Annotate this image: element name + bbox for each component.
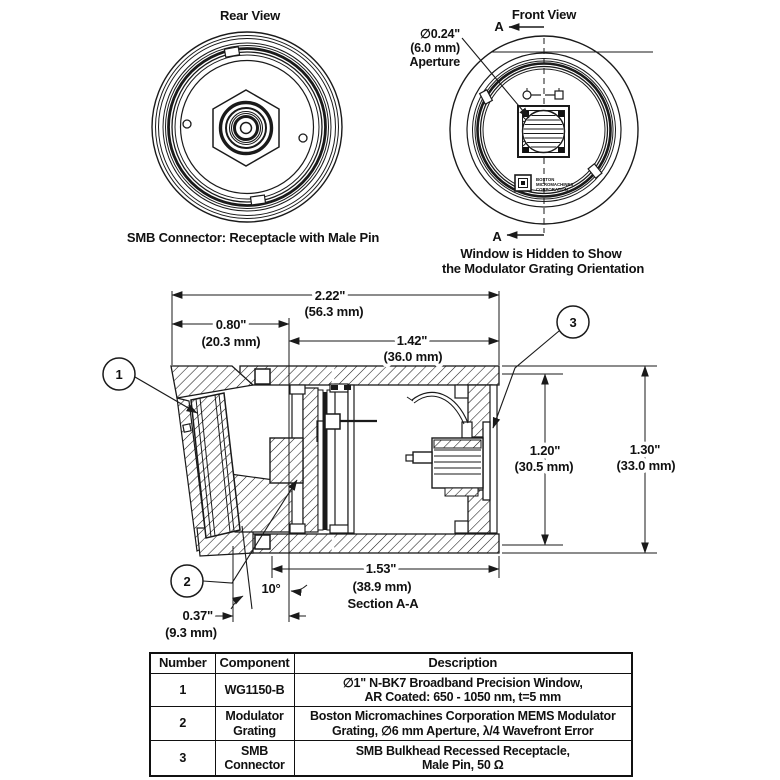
dim-recess-in: 0.37"	[182, 608, 213, 623]
table-row	[150, 674, 632, 707]
cell-number: 1	[150, 674, 215, 707]
cell-description	[294, 741, 632, 776]
dim-overall-mm: (56.3 mm)	[304, 304, 364, 319]
header-number: Number	[150, 653, 215, 674]
dim-overall-in: 2.22"	[314, 288, 346, 303]
smb-flange	[483, 422, 490, 500]
cell-number: 2	[150, 707, 215, 741]
front-view	[450, 27, 653, 235]
rear-view	[152, 32, 342, 222]
dim-front-mm: (20.3 mm)	[201, 334, 261, 349]
rear-ring-slot-bottom	[251, 195, 266, 205]
bmc-logo-icon	[515, 175, 531, 191]
component-line: Connector	[224, 758, 285, 773]
callout-2-number: 2	[183, 574, 191, 589]
aperture-label-word: Aperture	[409, 55, 460, 69]
dim-outer-height-mm: (33.0 mm)	[616, 458, 676, 473]
front-view-caption-1: Window is Hidden to Show	[460, 246, 622, 261]
dim-rear-in: 1.42"	[396, 333, 428, 348]
rear-view-caption: SMB Connector: Receptacle with Male Pin	[126, 230, 380, 245]
dim-aperture-height-mm: (30.5 mm)	[514, 459, 574, 474]
rear-wall-connector	[406, 385, 497, 533]
rear-ring-slot-top	[224, 47, 239, 57]
window-marker-square	[183, 424, 191, 432]
dim-recess-mm: (9.3 mm)	[165, 625, 217, 640]
cell-component	[215, 741, 294, 776]
header-description: Description	[294, 653, 632, 674]
aperture-label-diameter: ∅0.24"	[420, 27, 460, 41]
section-marker-bottom-label: A	[492, 229, 502, 244]
bmc-logo-text-2: MICROMACHINES	[536, 182, 574, 187]
description-line: SMB Bulkhead Recessed Receptacle,	[355, 743, 570, 758]
table-row	[150, 741, 632, 776]
dim-barrel-in: 1.53"	[365, 561, 397, 576]
dim-front-in: 0.80"	[215, 317, 247, 332]
cell-number: 3	[150, 741, 215, 776]
cell-description	[294, 674, 632, 707]
table-header-row	[150, 653, 632, 674]
clamp-square-top	[255, 369, 270, 384]
housing-bottom-wall	[240, 534, 499, 553]
component-line: SMB	[240, 743, 269, 758]
aperture-label-mm: (6.0 mm)	[410, 41, 460, 55]
housing-top-wall	[240, 366, 499, 385]
dim-rear-mm: (36.0 mm)	[383, 349, 443, 364]
dim-barrel-mm: (38.9 mm)	[352, 579, 412, 594]
callout-1-number: 1	[115, 367, 123, 382]
cell-description	[294, 707, 632, 741]
header-component: Component	[215, 653, 294, 674]
component-line: Modulator	[225, 709, 284, 724]
bmc-logo-text-1: BOSTON	[536, 177, 555, 182]
front-view-title: Front View	[511, 7, 577, 22]
smb-center-pin	[413, 452, 432, 463]
lead-wire-box	[325, 414, 340, 429]
rear-mount-hole-right	[299, 134, 307, 142]
dim-aperture-height-in: 1.20"	[529, 443, 561, 458]
section-label: Section A-A	[347, 596, 419, 611]
angle-arrow-right	[291, 585, 307, 591]
component-line: Grating	[233, 723, 276, 738]
description-line: ∅1" N-BK7 Broadband Precision Window,	[342, 675, 583, 690]
rear-view-title: Rear View	[219, 8, 281, 23]
cell-component	[215, 674, 294, 707]
grating-mount-block	[270, 438, 303, 483]
callout-3-number: 3	[569, 315, 577, 330]
component-line: WG1150-B	[224, 682, 285, 697]
description-line: Male Pin, 50 Ω	[421, 758, 504, 773]
description-line: Grating, ∅6 mm Aperture, λ/4 Wavefront Error	[331, 723, 594, 738]
dim-angle: 10°	[261, 581, 281, 596]
cell-component	[215, 707, 294, 741]
grating-aperture	[523, 111, 565, 153]
fiducial-right	[545, 88, 563, 99]
section-marker-top-label: A	[494, 19, 504, 34]
bmc-logo-text-3: CORPORATION	[536, 187, 568, 192]
front-view-caption-2: the Modulator Grating Orientation	[441, 261, 645, 276]
fiducial-left	[523, 88, 541, 99]
description-line: Boston Micromachines Corporation MEMS Modulator	[309, 709, 616, 724]
component-table	[149, 652, 633, 777]
description-line: AR Coated: 650 - 1050 nm, t=5 mm	[364, 690, 562, 705]
table-row	[150, 707, 632, 741]
dim-outer-height-in: 1.30"	[629, 442, 661, 457]
rear-mount-hole-left	[183, 120, 191, 128]
